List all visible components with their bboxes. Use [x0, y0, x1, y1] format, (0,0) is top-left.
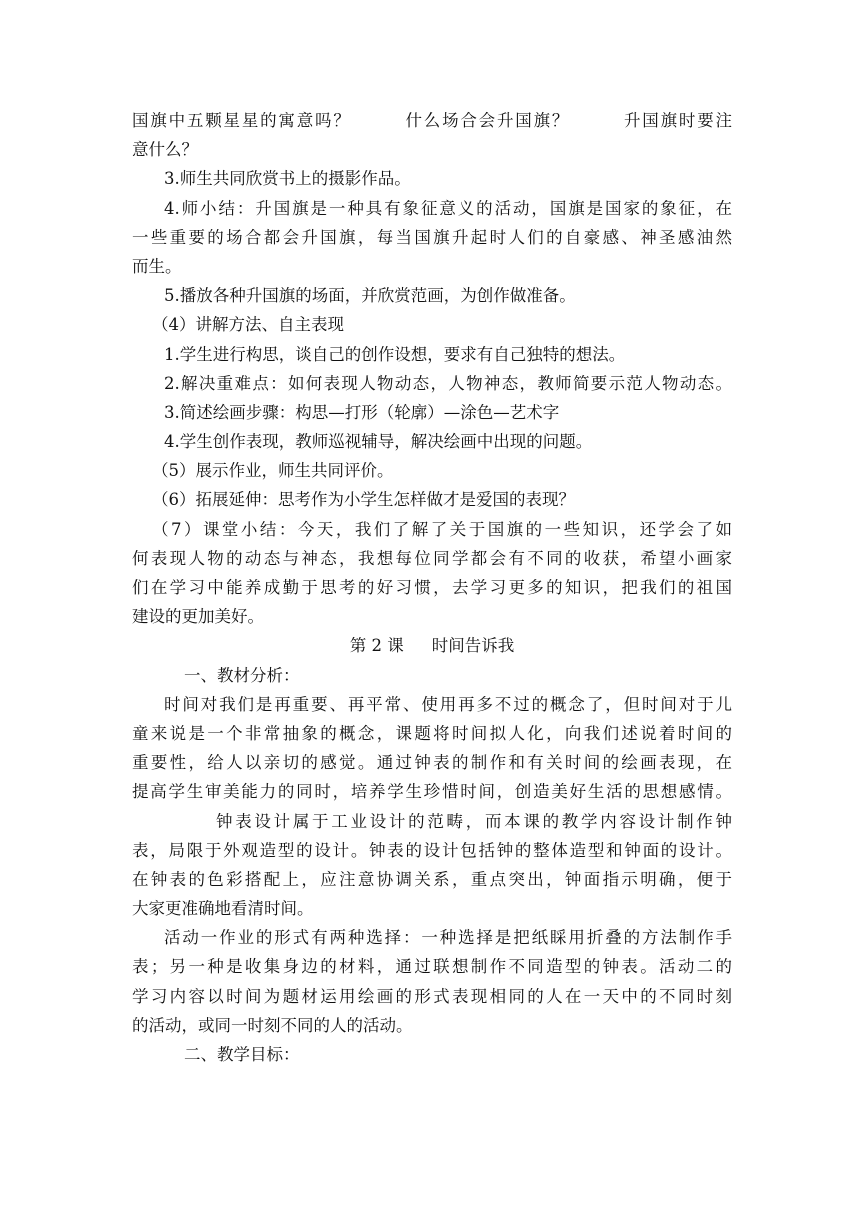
- text-segment: 而生。: [132, 256, 182, 276]
- text-segment: 的活动，或同一时刻不同的人的活动。: [132, 1015, 413, 1035]
- text-segment: （7）课堂小结：今天，我们了解了关于国旗的一些知识，还学会了如: [152, 519, 732, 539]
- text-segment: 活动一作业的形式有两种选择：一种选择是把纸睬用折叠的方法制作手: [164, 928, 732, 948]
- text-segment: 第 2 课: [349, 636, 404, 656]
- text-segment: 3.师生共同欣赏书上的摄影作品。: [164, 169, 411, 189]
- text-line: [132, 310, 732, 339]
- text-line: [132, 1040, 732, 1069]
- text-segment: 国旗中五颗星星的寓意吗？: [132, 111, 352, 130]
- text-line: [132, 690, 732, 719]
- text-line: [132, 1011, 732, 1040]
- document-body: [132, 106, 732, 1069]
- text-segment: 提高学生审美能力的同时，培养学生珍惜时间，创造美好生活的思想感情。: [132, 782, 732, 802]
- text-line: [132, 398, 732, 427]
- text-line: [132, 573, 732, 602]
- text-line: [132, 485, 732, 514]
- text-line: [132, 135, 732, 164]
- text-line: [132, 369, 732, 398]
- text-segment: 什么场合会升国旗？: [403, 111, 571, 130]
- text-segment: （6）拓展延伸：思考作为小学生怎样做才是爱国的表现？: [152, 490, 575, 510]
- text-line: [132, 544, 732, 573]
- text-line: [132, 223, 732, 252]
- text-segment: 在钟表的色彩搭配上，应注意协调关系，重点突出，钟面指示明确，便于: [132, 869, 732, 889]
- text-segment: 升国旗时要注: [622, 111, 732, 130]
- text-segment: 重要性，给人以亲切的感觉。通过钟表的制作和有关时间的绘画表现，在: [132, 753, 732, 773]
- text-line: [132, 281, 732, 310]
- text-segment: 建设的更加美好。: [132, 607, 264, 627]
- text-line: [132, 340, 732, 369]
- text-segment: 表；另一种是收集身边的材料，通过联想制作不同造型的钟表。活动二的: [132, 957, 732, 977]
- text-line: [132, 515, 732, 544]
- text-line: [132, 894, 732, 923]
- text-segment: （4）讲解方法、自主表现: [152, 315, 344, 335]
- text-line: [132, 194, 732, 223]
- text-segment: 一、教材分析：: [184, 665, 300, 685]
- text-line: [132, 602, 732, 631]
- text-segment: 4.师小结：升国旗是一种具有象征意义的活动，国旗是国家的象征，在: [164, 198, 732, 218]
- text-line: [132, 807, 732, 836]
- text-segment: 一些重要的场合都会升国旗，每当国旗升起时人们的自豪感、神圣感油然: [132, 227, 732, 247]
- text-segment: 表，局限于外观造型的设计。钟表的设计包括钟的整体造型和钟面的设计。: [132, 840, 732, 860]
- text-segment: 大家更准确地看清时间。: [132, 899, 314, 919]
- text-segment: 何表现人物的动态与神态，我想每位同学都会有不同的收获，希望小画家: [132, 548, 732, 568]
- text-segment: 童来说是一个非常抽象的概念，课题将时间拟人化，向我们述说着时间的: [132, 723, 732, 743]
- text-line: [132, 982, 732, 1011]
- text-segment: 5.播放各种升国旗的场面，并欣赏范画，为创作做准备。: [164, 286, 576, 306]
- text-line: [132, 748, 732, 777]
- text-segment: 2.解决重难点：如何表现人物动态，人物神态，教师简要示范人物动态。: [164, 373, 732, 393]
- text-line: [132, 252, 732, 281]
- text-line: [132, 865, 732, 894]
- text-line: [132, 456, 732, 485]
- text-segment: 钟表设计属于工业设计的范畴，而本课的教学内容设计制作钟: [216, 811, 732, 831]
- text-line: [132, 631, 732, 660]
- text-segment: 意什么？: [132, 140, 198, 160]
- text-line: [132, 836, 732, 865]
- text-line: [132, 719, 732, 748]
- text-segment: 们在学习中能养成勤于思考的好习惯，去学习更多的知识，把我们的祖国: [132, 578, 732, 597]
- text-line: [132, 661, 732, 690]
- text-segment: 学习内容以时间为题材运用绘画的形式表现相同的人在一天中的不同时刻: [132, 986, 732, 1006]
- text-segment: 二、教学目标：: [184, 1045, 300, 1064]
- text-line: [132, 952, 732, 981]
- text-segment: 时间告诉我: [431, 636, 515, 656]
- text-segment: 4.学生创作表现，教师巡视辅导，解决绘画中出现的问题。: [164, 432, 593, 452]
- text-line: [132, 427, 732, 456]
- text-segment: 时间对我们是再重要、再平常、使用再多不过的概念了，但时间对于儿: [164, 694, 732, 714]
- text-segment: （5）展示作业，师生共同评价。: [152, 461, 394, 481]
- text-line: [132, 106, 732, 135]
- text-segment: 3.简述绘画步骤：构思—打形（轮廓）—涂色—艺术字: [164, 402, 560, 422]
- text-line: [132, 777, 732, 806]
- text-line: [132, 164, 732, 193]
- text-line: [132, 923, 732, 952]
- text-segment: 1.学生进行构思，谈自己的创作设想，要求有自己独特的想法。: [164, 344, 626, 364]
